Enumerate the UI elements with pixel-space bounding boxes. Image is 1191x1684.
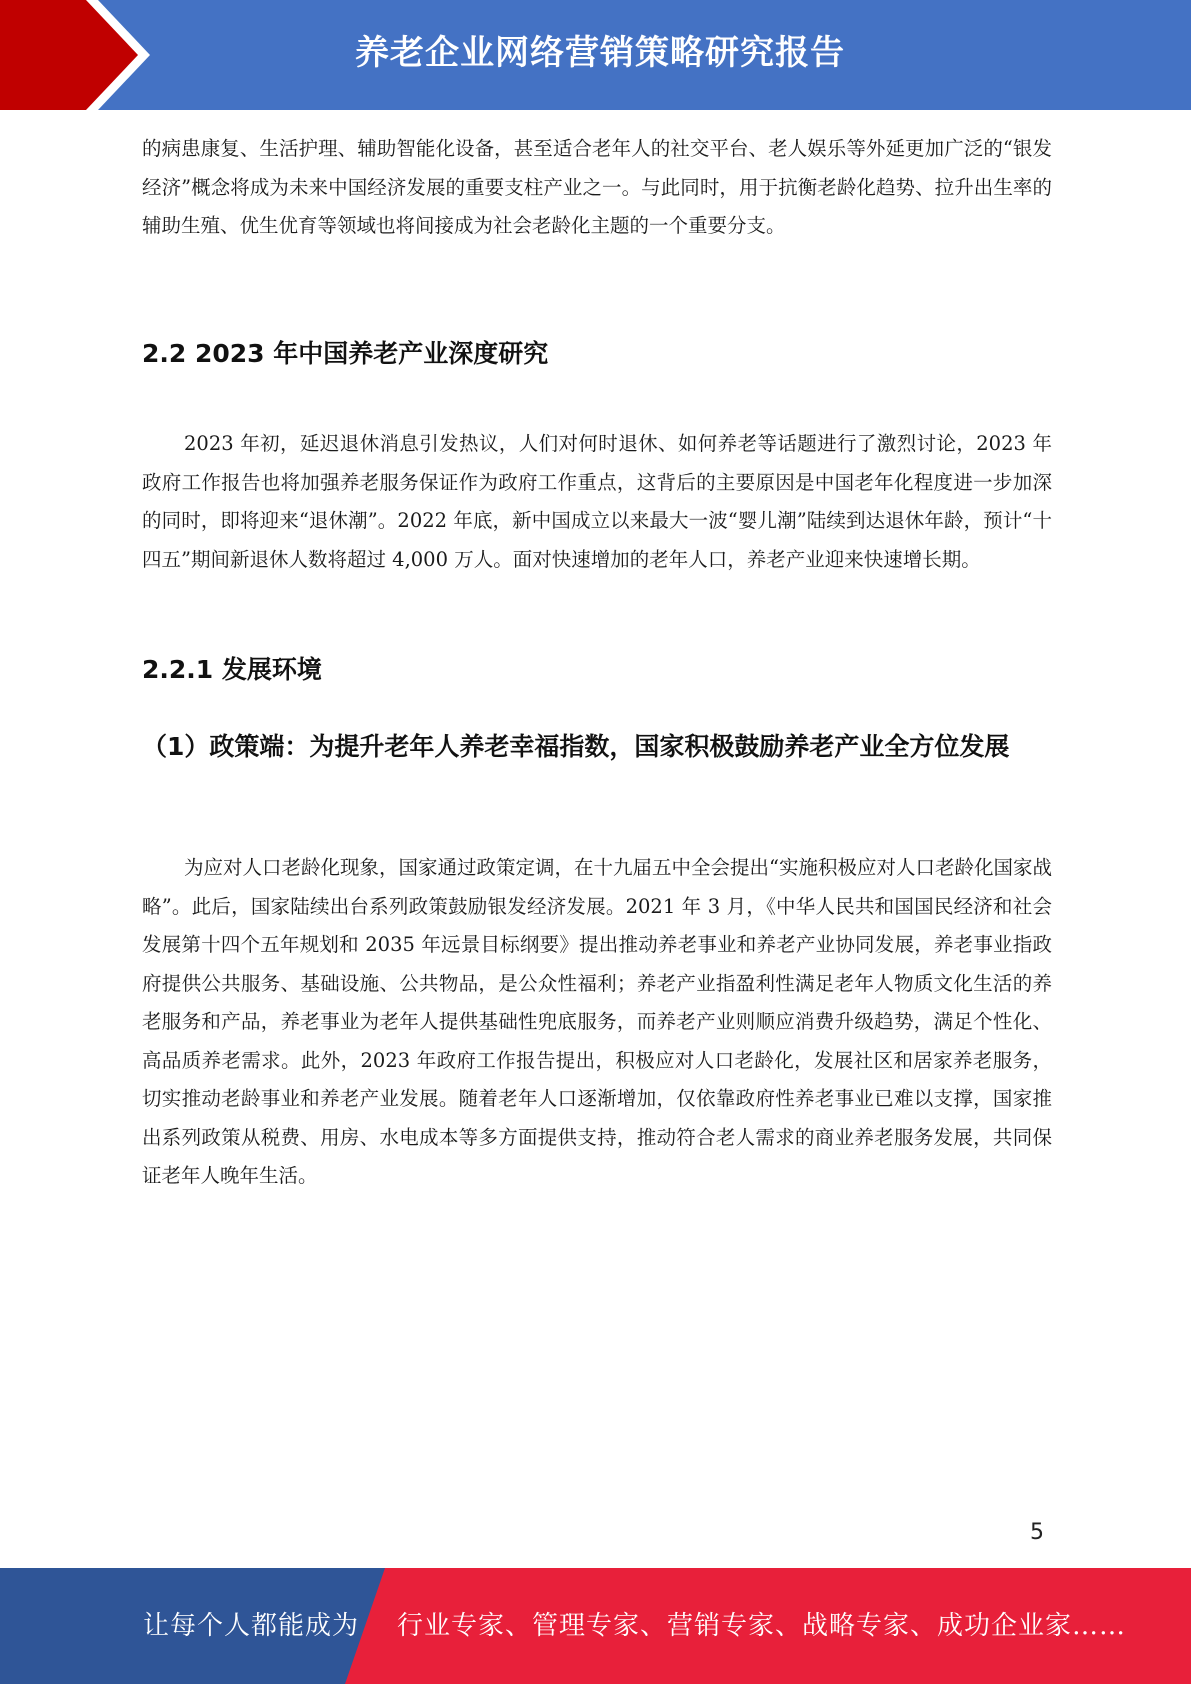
footer-slogan-right: 行业专家、管理专家、营销专家、战略专家、成功企业家…… [397,1611,1127,1641]
page-number: 5 [1030,1520,1044,1545]
section-heading-2-2: 2.2 2023 年中国养老产业深度研究 [142,339,549,368]
policy-paragraph-block [142,849,1052,1196]
footer-slogan-left: 让每个人都能成为 [143,1611,360,1641]
intro-paragraph-block [142,130,1052,246]
intro-paragraph: 的病患康复、生活护理、辅助智能化设备，甚至适合老年人的社交平台、老人娱乐等外延更加广泛的“银发经济”概念将成为未来中国经济发展的重要支柱产业之一。与此同时，用于抗衡老龄化趋势、拉升出生率的辅助生殖、优生优育等领域也将间接成为社会老龄化主题的一个重要分支。 [142,137,1052,237]
section-heading-2-2-1: 2.2.1 发展环境 [142,655,322,684]
page-header [0,0,1191,110]
page-footer [0,1568,1191,1684]
section-2-2-paragraph: 2023 年初，延迟退休消息引发热议，人们对何时退休、如何养老等话题进行了激烈讨论，2023 年政府工作报告也将加强养老服务保证作为政府工作重点，这背后的主要原因是中国老年化程度进一步加深的同时，即将迎来“退休潮”。2022 年底，新中国成立以来最大一波“婴儿潮”陆续到达退休年龄，预计“十四五”期间新退休人数将超过 4,000 万人。面对快速增加的老年人口，养老产业迎来快速增长期。 [142,432,1052,571]
header-red-arrow-decoration [0,0,170,110]
policy-paragraph: 为应对人口老龄化现象，国家通过政策定调，在十九届五中全会提出“实施积极应对人口老龄化国家战略”。此后，国家陆续出台系列政策鼓励银发经济发展。2021 年 3 月，《中华人民共和国国民经济和社会发展第十四个五年规划和 2035 年远景目标纲要》提出推动养老事业和养老产业协同发展，养老事业指政府提供公共服务、基础设施、公共物品，是公众性福利；养老产业指盈利性满足老年人物质文化生活的养老服务和产品，养老事业为老年人提供基础性兜底服务，而养老产业则顺应消费升级趋势，满足个性化、高品质养老需求。此外，2023 年政府工作报告提出，积极应对人口老龄化，发展社区和居家养老服务，切实推动老龄事业和养老产业发展。随着老年人口逐渐增加，仅依靠政府性养老事业已难以支撑，国家推出系列政策从税费、用房、水电成本等多方面提供支持，推动符合老人需求的商业养老服务发展，共同保证老年人晚年生活。 [142,856,1052,1187]
policy-heading: （1）政策端：为提升老年人养老幸福指数，国家积极鼓励养老产业全方位发展 [142,732,1010,761]
section-2-2-paragraph-block [142,425,1052,579]
report-title: 养老企业网络营销策略研究报告 [355,33,845,73]
